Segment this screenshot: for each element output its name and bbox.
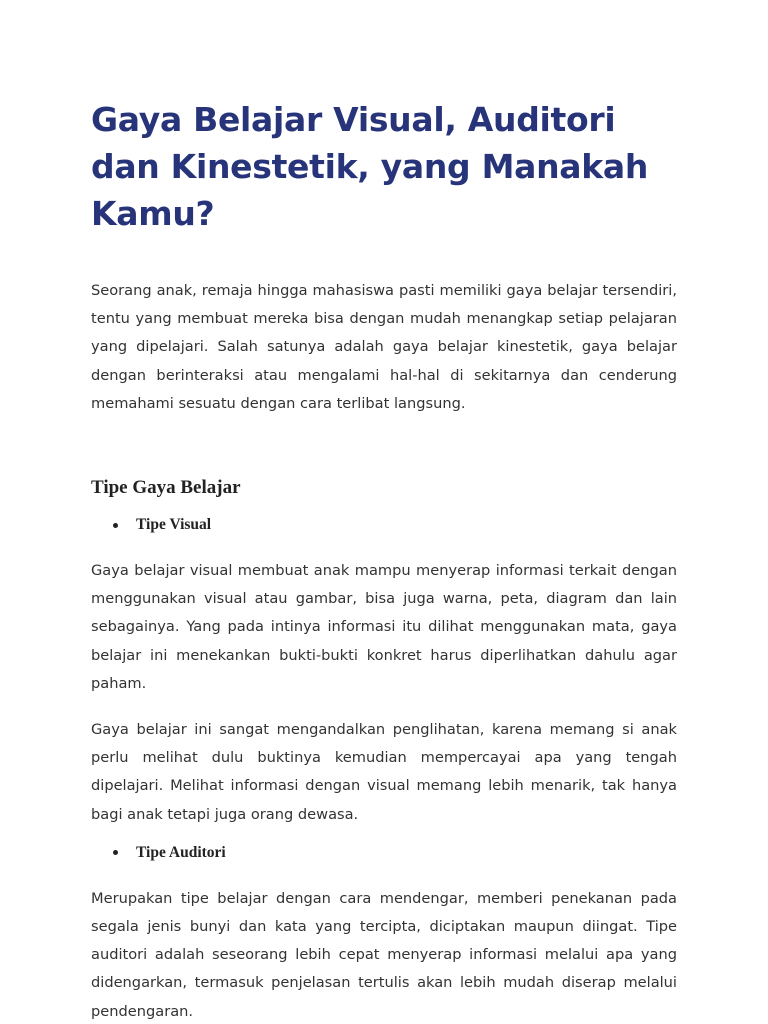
article-title: Gaya Belajar Visual, Auditori dan Kinestetik, yang Manakah Kamu? (91, 100, 649, 233)
bullet-label: Tipe Auditori (136, 843, 226, 861)
visual-paragraph-1: Gaya belajar visual membuat anak mampu menyerap informasi terkait dengan menggunakan visual atau gambar, bisa juga warna, peta, diagram dan lain sebagainya. Yang pada intinya informasi itu dilihat menggunakan mata, gaya belajar ini menekankan bukti-bukti konkret harus diperlihatkan dahulu agar paham. (91, 562, 677, 692)
intro-paragraph: Seorang anak, remaja hingga mahasiswa pasti memiliki gaya belajar tersendiri, tentu yang membuat mereka bisa dengan mudah menangkap setiap pelajaran yang dipelajari. Salah satunya adalah gaya belajar kinestetik, gaya belajar dengan berinteraksi atau mengalami hal-hal di sekitarnya dan cenderung memahami sesuatu dengan cara terlibat langsung. (91, 282, 677, 412)
bullet-dot-icon (113, 523, 118, 528)
auditori-paragraph-1: Merupakan tipe belajar dengan cara mendengar, memberi penekanan pada segala jenis bunyi dan kata yang tercipta, diciptakan maupun diingat. Tipe auditori adalah seseorang lebih cepat menyerap informasi melalui apa yang didengarkan, termasuk penjelasan tertulis akan lebih mudah diserap melalui pendengaran. (91, 889, 677, 1020)
bullet-item-auditori (91, 843, 677, 863)
section-heading: Tipe Gaya Belajar (91, 477, 241, 499)
bullet-item-visual (91, 515, 677, 535)
bullet-label: Tipe Visual (136, 516, 212, 534)
bullet-dot-icon (113, 850, 118, 855)
visual-paragraph-2: Gaya belajar ini sangat mengandalkan penglihatan, karena memang si anak perlu melihat dulu buktinya kemudian mempercayai apa yang tengah dipelajari. Melihat informasi dengan visual memang lebih menarik, tak hanya bagi anak tetapi juga orang dewasa. (91, 721, 677, 823)
